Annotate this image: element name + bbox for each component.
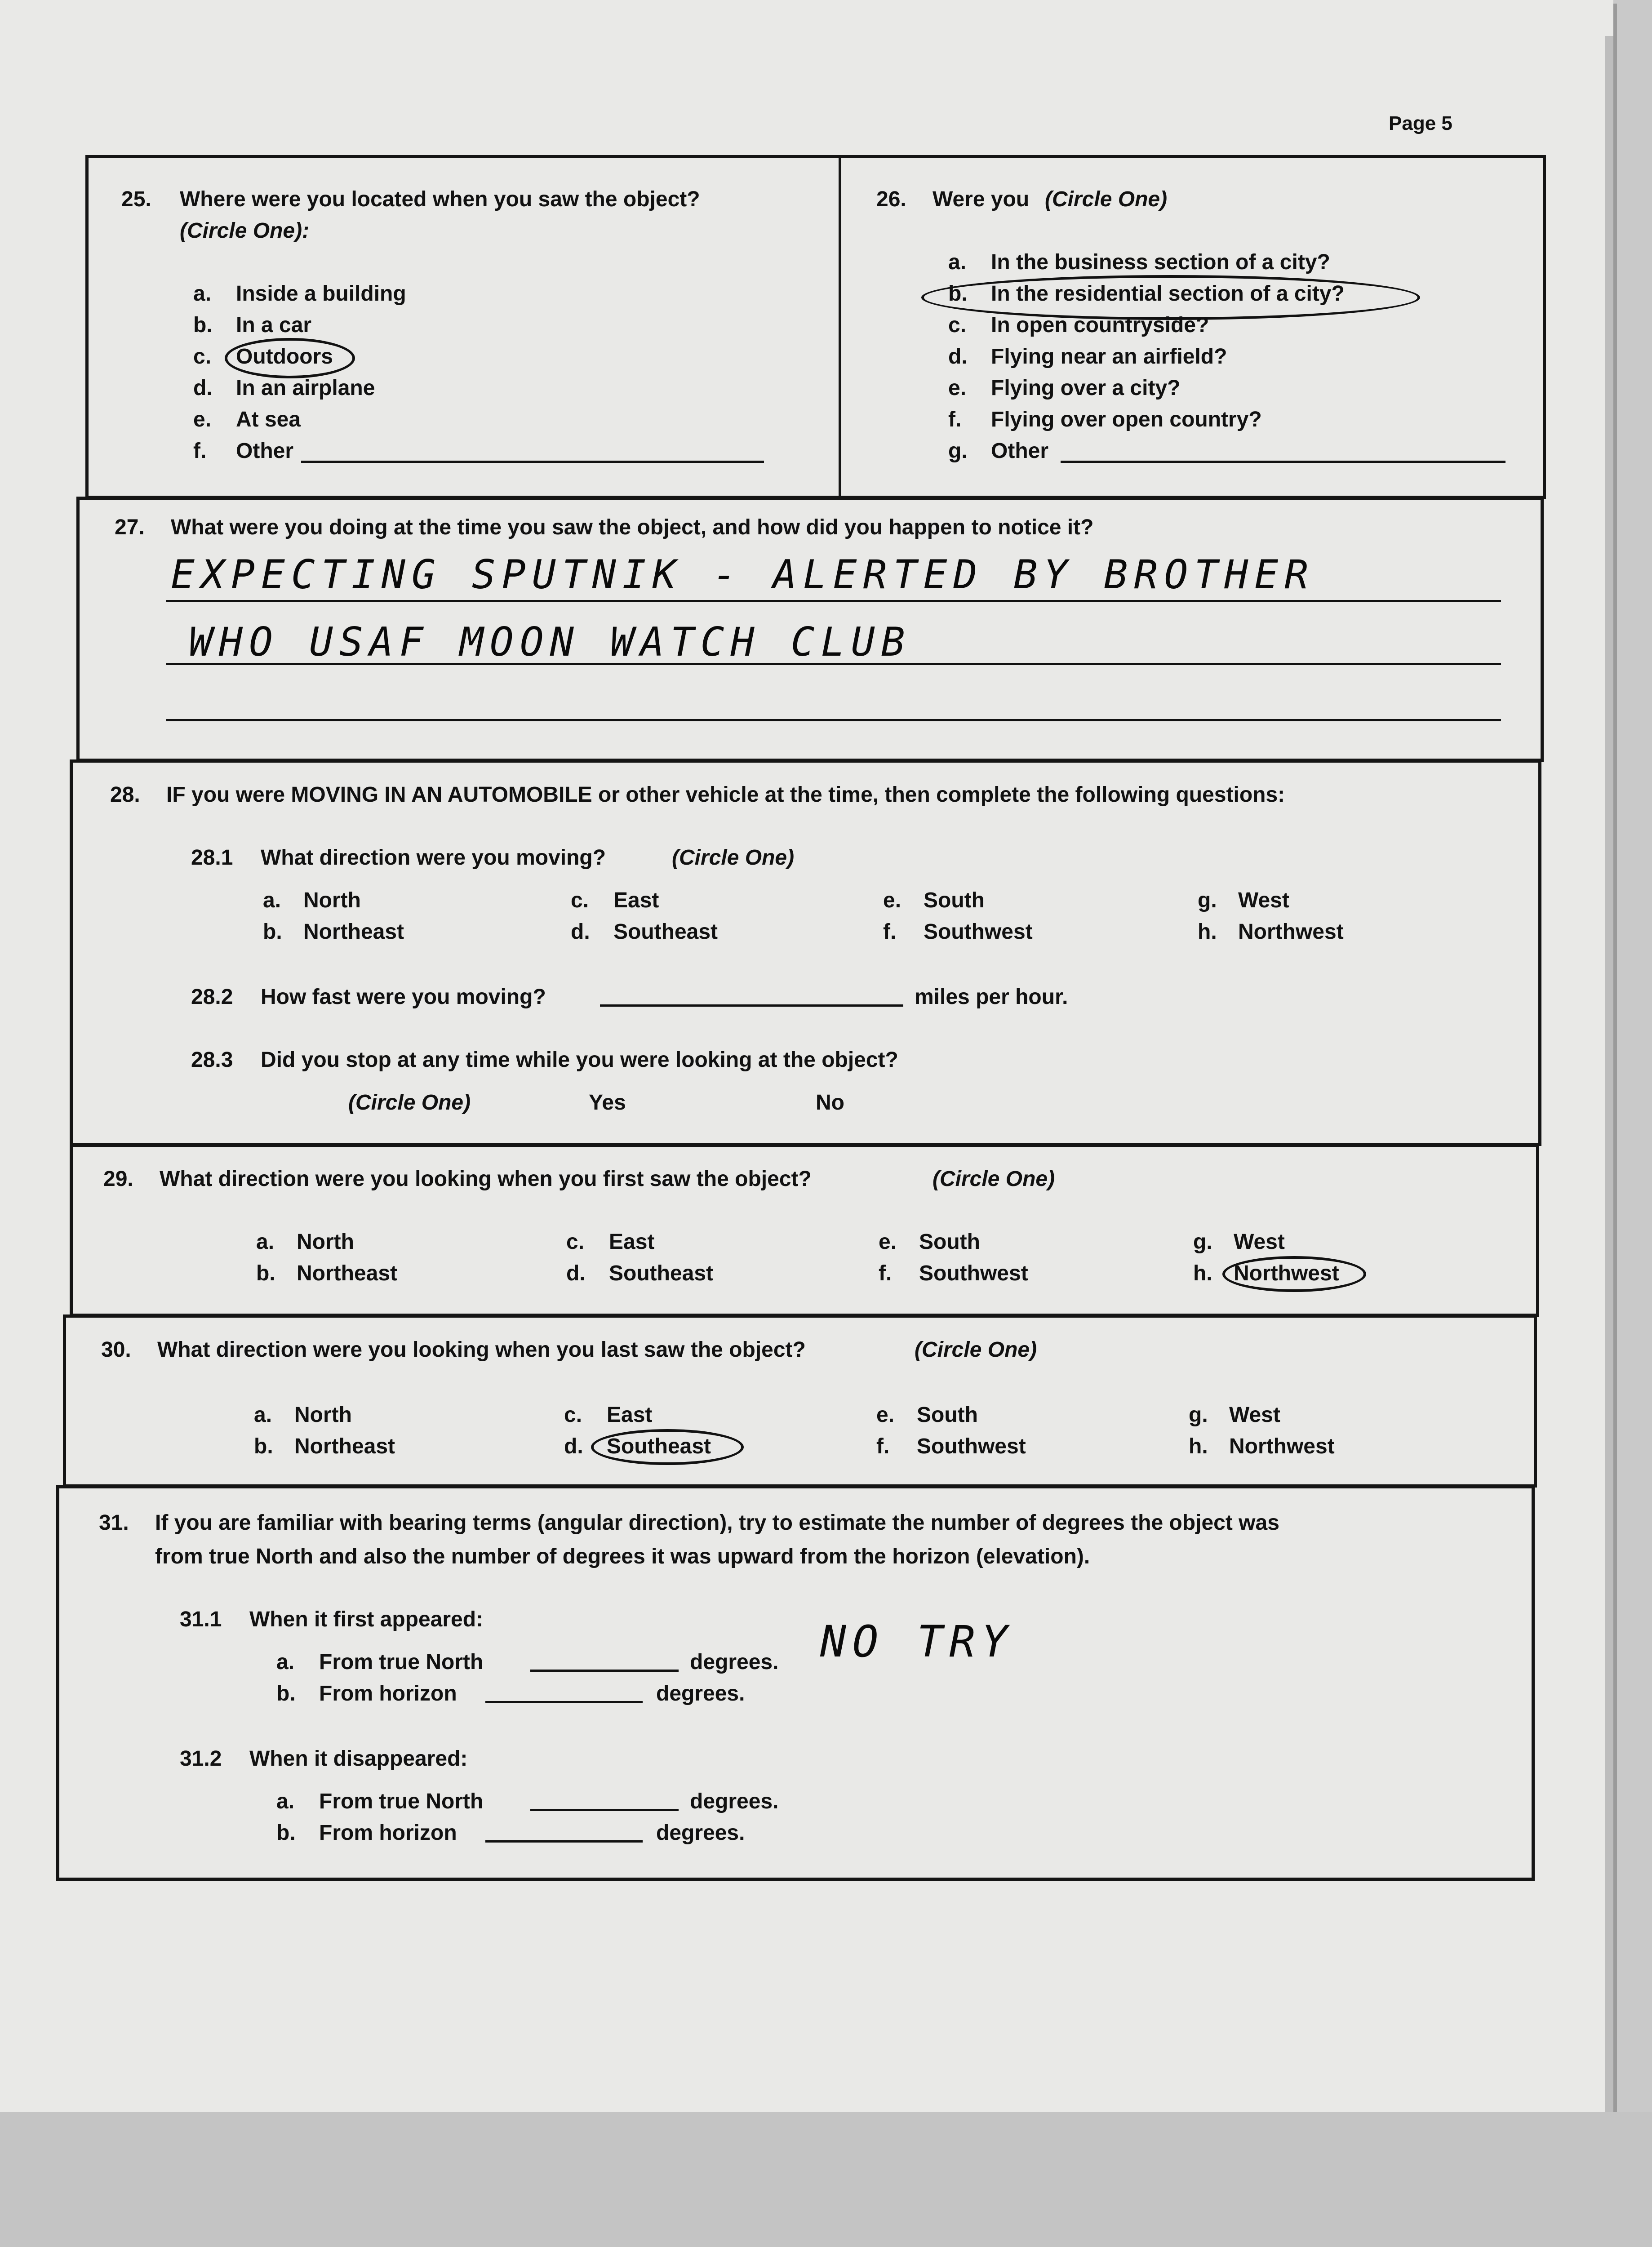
- q31-handwritten-note: NO TRY: [820, 1616, 1014, 1667]
- q26-option-letter: f.: [948, 408, 962, 431]
- q29-dir-northwest[interactable]: Northwest: [1234, 1261, 1339, 1285]
- q28-2-speed-line[interactable]: [600, 1004, 903, 1007]
- q28-box: [70, 759, 1541, 1146]
- q27-question: What were you doing at the time you saw the object, and how did you happen to notice it?: [171, 515, 1094, 539]
- q26-option-label[interactable]: Flying near an airfield?: [991, 345, 1227, 369]
- q31-1-b-line[interactable]: [485, 1701, 643, 1703]
- q29-dir-letter: b.: [256, 1261, 275, 1285]
- q30-dir-north[interactable]: North: [294, 1403, 352, 1427]
- q31-2-b-letter: b.: [276, 1821, 296, 1845]
- q28-dir-south[interactable]: South: [924, 888, 985, 912]
- q30-answer-circle: [591, 1429, 744, 1465]
- q29-dir-north[interactable]: North: [297, 1230, 354, 1254]
- q26-option-label[interactable]: In the residential section of a city?: [991, 282, 1345, 306]
- q28-3-number: 28.3: [191, 1048, 233, 1072]
- q27-number: 27.: [115, 515, 145, 539]
- q27-answer-line2: WHO USAF MOON WATCH CLUB: [189, 619, 911, 665]
- q29-dir-southeast[interactable]: Southeast: [609, 1261, 714, 1285]
- q28-2-number: 28.2: [191, 985, 233, 1009]
- q25-number: 25.: [121, 187, 151, 211]
- q30-dir-letter: f.: [876, 1434, 890, 1458]
- q28-number: 28.: [110, 783, 140, 807]
- q31-2-b-label: From horizon: [319, 1821, 457, 1845]
- q31-number: 31.: [99, 1511, 129, 1535]
- q31-2-b-line[interactable]: [485, 1840, 643, 1843]
- q30-question: What direction were you looking when you last saw the object?: [157, 1338, 806, 1362]
- q30-dir-northwest[interactable]: Northwest: [1229, 1434, 1335, 1458]
- q29-dir-letter: c.: [566, 1230, 585, 1254]
- q30-dir-southwest[interactable]: Southwest: [917, 1434, 1026, 1458]
- q26-question: Were you: [933, 187, 1030, 211]
- q29-dir-letter: d.: [566, 1261, 586, 1285]
- q25-option-letter: e.: [193, 408, 212, 431]
- q31-1-a-line[interactable]: [530, 1670, 679, 1672]
- q28-dir-letter: g.: [1198, 888, 1217, 912]
- q31-1-a-degrees: degrees.: [690, 1650, 779, 1674]
- q31-2-label: When it disappeared:: [249, 1747, 468, 1771]
- q30-dir-letter: g.: [1189, 1403, 1208, 1427]
- q31-1-a-letter: a.: [276, 1650, 295, 1674]
- q31-2-a-degrees: degrees.: [690, 1790, 779, 1813]
- q31-1-b-degrees: degrees.: [656, 1682, 745, 1705]
- q31-2-a-label: From true North: [319, 1790, 484, 1813]
- q29-dir-letter: e.: [879, 1230, 897, 1254]
- q25-option-label[interactable]: In a car: [236, 313, 312, 337]
- q26-option-label[interactable]: Flying over open country?: [991, 408, 1262, 431]
- q29-dir-letter: g.: [1193, 1230, 1212, 1254]
- q26-option-letter: d.: [948, 345, 968, 369]
- q28-dir-letter: e.: [883, 888, 901, 912]
- q30-instruction: (Circle One): [915, 1338, 1037, 1362]
- q26-number: 26.: [876, 187, 906, 211]
- q31-1-number: 31.1: [180, 1608, 222, 1631]
- q28-3-question: Did you stop at any time while you were looking at the object?: [261, 1048, 898, 1072]
- q25-option-label[interactable]: Other: [236, 439, 294, 463]
- q31-1-b-label: From horizon: [319, 1682, 457, 1705]
- q31-1-a-label: From true North: [319, 1650, 484, 1674]
- q25-option-letter: f.: [193, 439, 207, 463]
- q26-option-letter: g.: [948, 439, 968, 463]
- scan-background: [0, 2112, 1652, 2247]
- q25-option-label[interactable]: At sea: [236, 408, 301, 431]
- q30-dir-south[interactable]: South: [917, 1403, 978, 1427]
- q28-dir-west[interactable]: West: [1238, 888, 1289, 912]
- q26-option-label[interactable]: Flying over a city?: [991, 376, 1181, 400]
- q25-option-letter: d.: [193, 376, 213, 400]
- q28-dir-northeast[interactable]: Northeast: [303, 920, 404, 944]
- q26-option-label[interactable]: In open countryside?: [991, 313, 1209, 337]
- q29-dir-letter: f.: [879, 1261, 892, 1285]
- q28-dir-letter: a.: [263, 888, 281, 912]
- q25-instruction: (Circle One):: [180, 219, 310, 243]
- q28-dir-letter: d.: [571, 920, 590, 944]
- q25-answer-circle: [225, 338, 355, 378]
- q30-number: 30.: [101, 1338, 131, 1362]
- q30-dir-letter: a.: [254, 1403, 272, 1427]
- q29-question: What direction were you looking when you first saw the object?: [160, 1167, 812, 1191]
- page-edge: [1605, 36, 1613, 2112]
- q30-dir-southeast[interactable]: Southeast: [607, 1434, 711, 1458]
- q26-instruction: (Circle One): [1045, 187, 1168, 211]
- q25-question: Where were you located when you saw the object?: [180, 187, 700, 211]
- q29-answer-circle: [1222, 1256, 1366, 1292]
- q26-option-letter: c.: [948, 313, 967, 337]
- q25-option-letter: a.: [193, 282, 212, 306]
- q28-1-question: What direction were you moving?: [261, 846, 606, 870]
- q31-1-b-letter: b.: [276, 1682, 296, 1705]
- q28-1-instruction: (Circle One): [672, 846, 795, 870]
- q31-2-number: 31.2: [180, 1747, 222, 1771]
- q28-2-suffix: miles per hour.: [915, 985, 1068, 1009]
- q31-1-label: When it first appeared:: [249, 1608, 484, 1631]
- q30-dir-west[interactable]: West: [1229, 1403, 1280, 1427]
- q25-option-letter: c.: [193, 345, 212, 369]
- q29-dir-southwest[interactable]: Southwest: [919, 1261, 1028, 1285]
- q26-option-label[interactable]: Other: [991, 439, 1049, 463]
- q26-option-label[interactable]: In the business section of a city?: [991, 250, 1330, 274]
- q28-question: IF you were MOVING IN AN AUTOMOBILE or other vehicle at the time, then complete the following questions:: [166, 783, 1285, 807]
- q30-dir-letter: b.: [254, 1434, 273, 1458]
- q26-other-line[interactable]: [1061, 461, 1505, 463]
- q27-answer-line1: EXPECTING SPUTNIK - ALERTED BY BROTHER: [171, 551, 1315, 598]
- q26-option-letter: e.: [948, 376, 967, 400]
- q30-dir-letter: e.: [876, 1403, 895, 1427]
- q30-dir-letter: d.: [564, 1434, 583, 1458]
- q28-dir-north[interactable]: North: [303, 888, 361, 912]
- page-number: Page 5: [1389, 112, 1452, 134]
- q29-dir-letter: h.: [1193, 1261, 1212, 1285]
- q28-1-number: 28.1: [191, 846, 233, 870]
- q29-dir-south[interactable]: South: [919, 1230, 980, 1254]
- q30-dir-letter: h.: [1189, 1434, 1208, 1458]
- q29-instruction: (Circle One): [933, 1167, 1055, 1191]
- q28-3-no[interactable]: No: [816, 1091, 844, 1115]
- q28-dir-southeast[interactable]: Southeast: [613, 920, 718, 944]
- q31-2-a-letter: a.: [276, 1790, 295, 1813]
- q28-2-question: How fast were you moving?: [261, 985, 546, 1009]
- q25-option-label[interactable]: In an airplane: [236, 376, 375, 400]
- q28-dir-letter: b.: [263, 920, 282, 944]
- q29-dir-northeast[interactable]: Northeast: [297, 1261, 398, 1285]
- q28-dir-northwest[interactable]: Northwest: [1238, 920, 1344, 944]
- q28-dir-letter: f.: [883, 920, 897, 944]
- q28-3-yes[interactable]: Yes: [589, 1091, 626, 1115]
- q31-question-line2: from true North and also the number of degrees it was upward from the horizon (elevation).: [155, 1545, 1090, 1568]
- q30-dir-letter: c.: [564, 1403, 582, 1427]
- q25-option-label[interactable]: Outdoors: [236, 345, 333, 369]
- q28-dir-southwest[interactable]: Southwest: [924, 920, 1033, 944]
- q28-3-instruction: (Circle One): [348, 1091, 471, 1115]
- q26-option-letter: b.: [948, 282, 968, 306]
- q31-question-line1: If you are familiar with bearing terms (angular direction), try to estimate the number of degrees the object was: [155, 1511, 1279, 1535]
- q29-dir-west[interactable]: West: [1234, 1230, 1285, 1254]
- q31-2-b-degrees: degrees.: [656, 1821, 745, 1845]
- q27-answer-rule1[interactable]: [166, 600, 1501, 602]
- q29-number: 29.: [103, 1167, 133, 1191]
- q29-dir-east[interactable]: East: [609, 1230, 655, 1254]
- q25-other-line[interactable]: [301, 461, 764, 463]
- q27-answer-rule2[interactable]: [166, 663, 1501, 665]
- q26-option-letter: a.: [948, 250, 967, 274]
- q28-dir-letter: c.: [571, 888, 589, 912]
- q29-dir-letter: a.: [256, 1230, 275, 1254]
- q30-dir-northeast[interactable]: Northeast: [294, 1434, 395, 1458]
- q30-dir-east[interactable]: East: [607, 1403, 653, 1427]
- q28-dir-letter: h.: [1198, 920, 1217, 944]
- q25-option-label[interactable]: Inside a building: [236, 282, 406, 306]
- q25-q26-divider: [839, 155, 841, 499]
- q25-option-letter: b.: [193, 313, 213, 337]
- q27-answer-rule3[interactable]: [166, 719, 1501, 721]
- q31-2-a-line[interactable]: [530, 1809, 679, 1811]
- q28-dir-east[interactable]: East: [613, 888, 659, 912]
